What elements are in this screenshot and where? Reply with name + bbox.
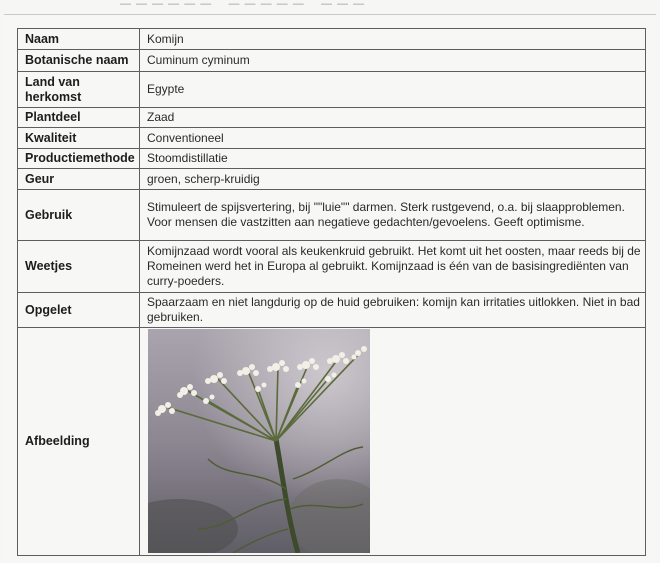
row-kwaliteit [18,128,646,149]
row-opgelet [18,293,646,328]
row-label: Gebruik [18,190,140,241]
row-label: Geur [18,169,140,190]
row-afbeelding [18,328,646,556]
row-label: Land van herkomst [18,72,140,108]
row-value: Komijn [140,29,646,50]
row-value: Egypte [140,72,646,108]
row-label: Kwaliteit [18,128,140,149]
row-land-van-herkomst [18,72,646,108]
row-botanische-naam [18,50,646,72]
row-value: Cuminum cyminum [140,50,646,72]
row-value: groen, scherp-kruidig [140,169,646,190]
product-sheet [4,14,656,563]
cumin-flower-photo [148,329,370,553]
row-value: Conventioneel [140,128,646,149]
row-label: Weetjes [18,241,140,293]
row-label: Productiemethode [18,149,140,169]
row-label: Naam [18,29,140,50]
row-value: Stimuleert de spijsvertering, bij ""luie"" darmen. Sterk rustgevend, o.a. bij slaapproblemen. Voor mensen die vastzitten aan negatieve gedachten/gevoelens. Geeft optimisme. [140,190,646,241]
row-value: Stoomdistillatie [140,149,646,169]
row-label: Opgelet [18,293,140,328]
row-value: Spaarzaam en niet langdurig op de huid gebruiken: komijn kan irritaties uitlokken. Niet in bad gebruiken. [140,293,646,328]
row-geur [18,169,646,190]
row-label: Botanische naam [18,50,140,72]
row-plantdeel [18,108,646,128]
row-naam [18,29,646,50]
row-value: Zaad [140,108,646,128]
row-gebruik [18,190,646,241]
row-label: Afbeelding [18,328,140,556]
row-productiemethode [18,149,646,169]
row-weetjes [18,241,646,293]
product-info-table [17,28,646,556]
cropped-previous-page-text: — — — — — — — — — — — — — — [120,0,366,10]
row-label: Plantdeel [18,108,140,128]
row-value: Komijnzaad wordt vooral als keukenkruid gebruikt. Het komt uit het oosten, maar reeds bij de Romeinen werd het in Europa al gebruikt. Komijnzaad is één van de basisingrediënten van curry-poeders. [140,241,646,293]
row-image-cell [140,328,646,556]
